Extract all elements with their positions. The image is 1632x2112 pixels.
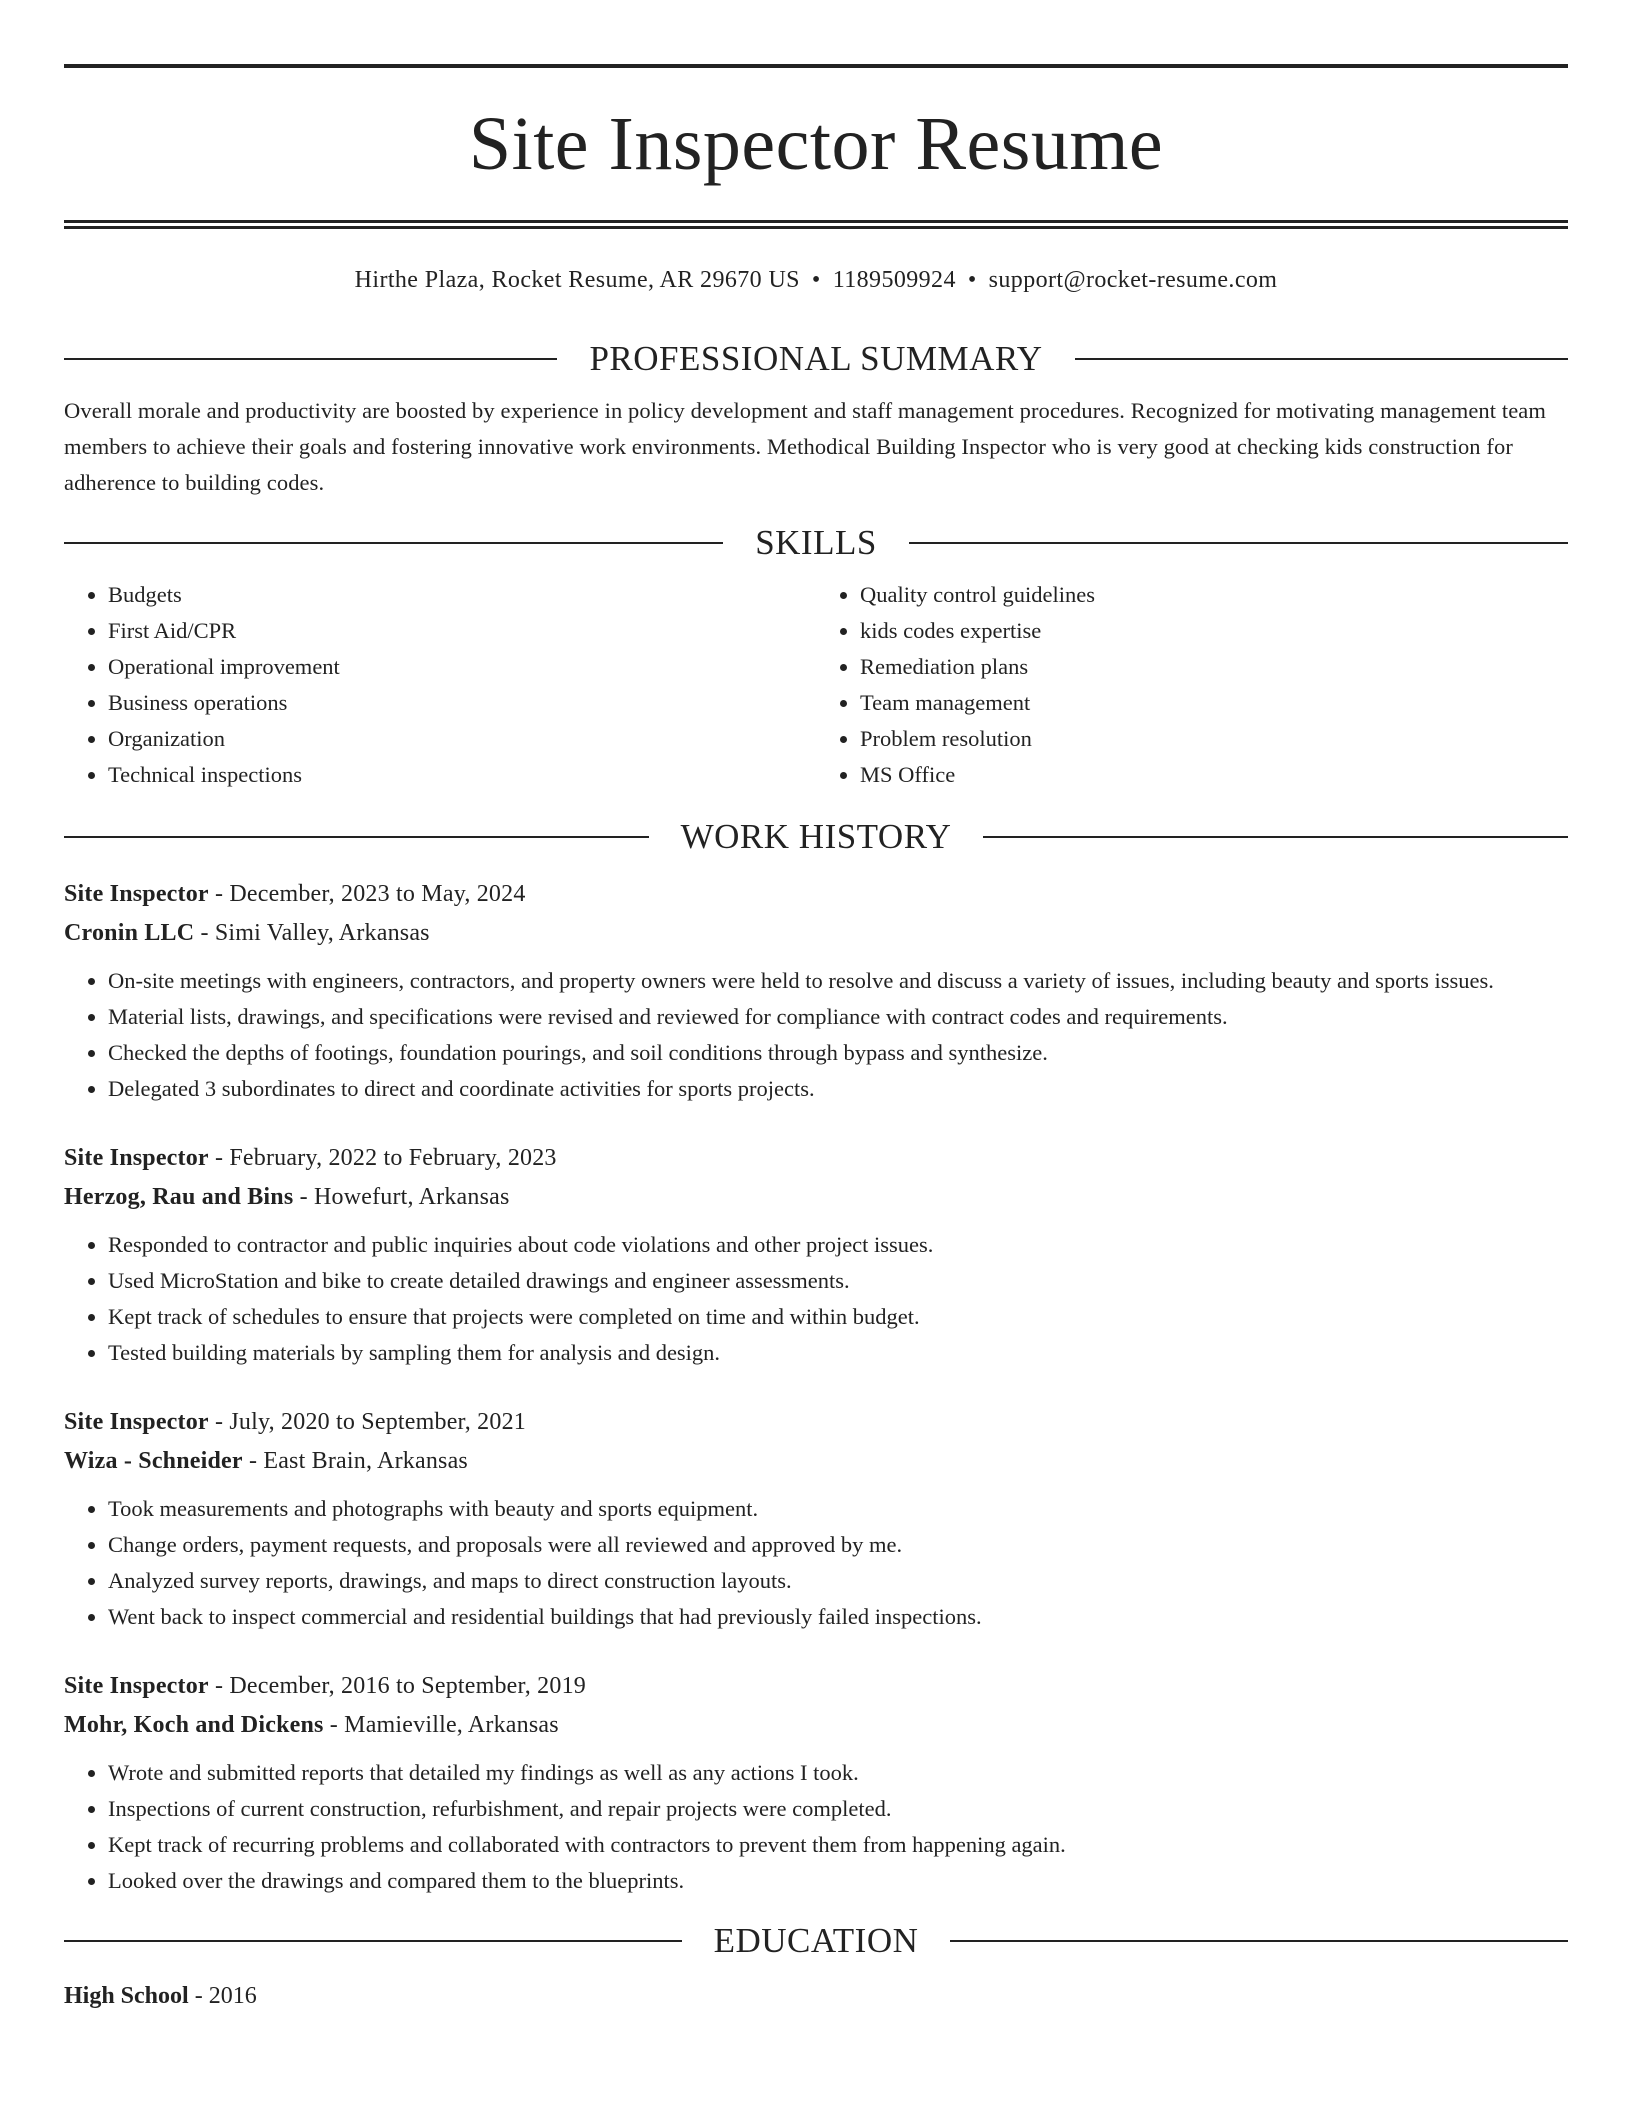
skills-list (64, 577, 1568, 793)
contact-line (64, 265, 1568, 295)
job-bullet: • On-site meetings with engineers, contractors, and property owners were held to resolve and discuss a variety of issues, including beauty and sports issues. (108, 963, 1568, 999)
job-bullet: • Responded to contractor and public inquiries about code violations and other project issues. (108, 1227, 1568, 1263)
section-title: WORK HISTORY (680, 817, 952, 856)
job-bullet: • Kept track of recurring problems and collaborated with contractors to prevent them from happening again. (108, 1827, 1568, 1863)
job-bullet: • Analyzed survey reports, drawings, and maps to direct construction layouts. (108, 1563, 1568, 1599)
skill-item: • Business operations (108, 685, 816, 721)
top-rule (64, 64, 1568, 68)
skill-item: • MS Office (860, 757, 1568, 793)
heading-rule (64, 1940, 682, 1942)
job-company-line (64, 1442, 1568, 1481)
job-company: Mohr, Koch and Dickens (64, 1712, 324, 1738)
job-dates: - December, 2016 to September, 2019 (208, 1673, 586, 1699)
contact-separator: • (967, 267, 977, 293)
job-entry (64, 1403, 1568, 1635)
job-title-line (64, 1403, 1568, 1442)
resume-title: Site Inspector Resume (468, 102, 1164, 186)
job-bullet: • Checked the depths of footings, foundation pourings, and soil conditions through bypass and synthesize. (108, 1035, 1568, 1071)
heading-rule (983, 836, 1568, 838)
job-bullet: • Kept track of schedules to ensure that projects were completed on time and within budget. (108, 1299, 1568, 1335)
contact-address: Hirthe Plaza, Rocket Resume, AR 29670 US (354, 267, 800, 293)
skills-column-right (816, 577, 1568, 793)
job-bullets (64, 1491, 1568, 1635)
job-bullets (64, 963, 1568, 1107)
work-history-heading (64, 815, 1568, 859)
job-bullet: • Used MicroStation and bike to create detailed drawings and engineer assessments. (108, 1263, 1568, 1299)
skill-item: • Problem resolution (860, 721, 1568, 757)
job-bullets (64, 1227, 1568, 1371)
job-bullet: • Tested building materials by sampling them for analysis and design. (108, 1335, 1568, 1371)
skill-item: • Technical inspections (108, 757, 816, 793)
job-bullet: • Change orders, payment requests, and proposals were all reviewed and approved by me. (108, 1527, 1568, 1563)
skills-heading (64, 521, 1568, 565)
resume-page (64, 64, 1568, 2016)
job-company: Wiza - Schneider (64, 1448, 243, 1474)
job-location: - Mamieville, Arkansas (323, 1712, 559, 1738)
job-bullet: • Took measurements and photographs with beauty and sports equipment. (108, 1491, 1568, 1527)
skill-item: • Team management (860, 685, 1568, 721)
job-bullet: • Looked over the drawings and compared them to the blueprints. (108, 1863, 1568, 1899)
education-year: - 2016 (188, 1983, 257, 2009)
education-heading (64, 1919, 1568, 1963)
job-bullet: • Went back to inspect commercial and residential buildings that had previously failed inspections. (108, 1599, 1568, 1635)
job-entry (64, 1667, 1568, 1899)
skill-item: • Budgets (108, 577, 816, 613)
skill-item: • Operational improvement (108, 649, 816, 685)
heading-rule (950, 1940, 1568, 1942)
job-bullet: • Material lists, drawings, and specifications were revised and reviewed for compliance with contract codes and requirements. (108, 999, 1568, 1035)
job-company-line (64, 1178, 1568, 1217)
job-location: - Howefurt, Arkansas (293, 1184, 510, 1210)
job-bullet: • Inspections of current construction, refurbishment, and repair projects were completed. (108, 1791, 1568, 1827)
job-bullets (64, 1755, 1568, 1899)
job-dates: - February, 2022 to February, 2023 (208, 1145, 557, 1171)
job-title-line (64, 1667, 1568, 1706)
job-dates: - December, 2023 to May, 2024 (208, 881, 526, 907)
heading-rule (1075, 358, 1568, 360)
skill-item: • Organization (108, 721, 816, 757)
contact-separator: • (811, 267, 821, 293)
job-company: Cronin LLC (64, 920, 195, 946)
heading-rule (64, 358, 557, 360)
heading-rule (909, 542, 1568, 544)
job-company-line (64, 914, 1568, 953)
section-title: EDUCATION (713, 1921, 919, 1960)
job-company: Herzog, Rau and Bins (64, 1184, 294, 1210)
section-title: PROFESSIONAL SUMMARY (589, 339, 1043, 378)
job-dates: - July, 2020 to September, 2021 (208, 1409, 526, 1435)
job-bullet: • Delegated 3 subordinates to direct and coordinate activities for sports projects. (108, 1071, 1568, 1107)
job-title-line (64, 1139, 1568, 1178)
job-title-line (64, 875, 1568, 914)
education-entry (64, 1977, 1568, 2016)
summary-heading (64, 337, 1568, 381)
title-double-rule (64, 220, 1568, 229)
job-title: Site Inspector (64, 1409, 209, 1435)
job-company-line (64, 1706, 1568, 1745)
contact-phone: 1189509924 (832, 267, 956, 293)
skills-column-left (64, 577, 816, 793)
job-entry (64, 1139, 1568, 1371)
section-title: SKILLS (755, 523, 877, 562)
job-title: Site Inspector (64, 1145, 209, 1171)
heading-rule (64, 542, 723, 544)
skill-item: • Quality control guidelines (860, 577, 1568, 613)
summary-text: Overall morale and productivity are boosted by experience in policy development and staff management procedures. Recognized for motivating management team members to achieve their goals and fostering innovative work environments. Methodical Building Inspector who is very good at checking kids construction for adherence to building codes. (64, 398, 1546, 495)
job-entry (64, 875, 1568, 1107)
education-degree: High School (64, 1983, 189, 2009)
skill-item: • Remediation plans (860, 649, 1568, 685)
contact-email: support@rocket-resume.com (988, 267, 1278, 293)
job-title: Site Inspector (64, 881, 209, 907)
job-location: - Simi Valley, Arkansas (194, 920, 430, 946)
job-location: - East Brain, Arkansas (242, 1448, 468, 1474)
heading-rule (64, 836, 649, 838)
job-title: Site Inspector (64, 1673, 209, 1699)
job-bullet: • Wrote and submitted reports that detailed my findings as well as any actions I took. (108, 1755, 1568, 1791)
skill-item: • First Aid/CPR (108, 613, 816, 649)
skill-item: • kids codes expertise (860, 613, 1568, 649)
